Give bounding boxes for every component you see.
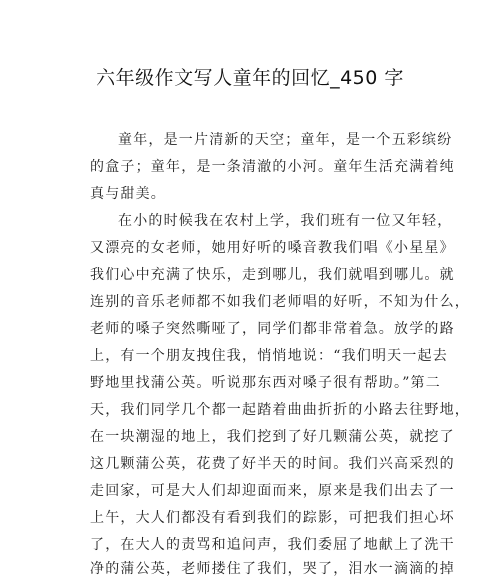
text-line: 老师的嗓子突然嘶哑了，同学们都非常着急。放学的路 xyxy=(90,321,455,337)
text-line: 我们心中充满了快乐，走到哪儿，我们就唱到哪儿。就 xyxy=(90,267,455,283)
document-title: 六年级作文写人童年的回忆_450 字 xyxy=(96,67,404,89)
text-line: 上，有一个朋友拽住我，悄悄地说：“我们明天一起去 xyxy=(90,348,448,364)
text-line: 在一块潮湿的地上，我们挖到了好几颗蒲公英，就挖了 xyxy=(90,429,455,445)
text-line: 走回家，可是大人们却迎面而来，原来是我们出去了一 xyxy=(90,483,455,499)
text-line: 野地里找蒲公英。听说那东西对嗓子很有帮助。”第二 xyxy=(90,375,441,391)
text-line: 天，我们同学几个都一起踏着曲曲折折的小路去往野地， xyxy=(90,402,470,418)
text-line: 净的蒲公英，老师搂住了我们，哭了，泪水一滴滴的掉 xyxy=(90,561,455,577)
text-line: 童年，是一片清新的天空；童年，是一个五彩缤纷 xyxy=(118,132,453,148)
text-line: 真与甜美。 xyxy=(90,186,166,202)
text-line: 连别的音乐老师都不如我们老师唱的好听，不知为什么， xyxy=(90,294,470,310)
text-line: 这几颗蒲公英，花费了好半天的时间。我们兴高采烈的 xyxy=(90,456,455,472)
text-line: 上午，大人们都没有看到我们的踪影，可把我们担心坏 xyxy=(90,510,455,526)
text-line: 在小的时候我在农村上学，我们班有一位又年轻， xyxy=(118,213,453,229)
text-line: 的盒子；童年，是一条清澈的小河。童年生活充满着纯 xyxy=(90,159,455,175)
text-line: 了，在大人的责骂和追问声，我们委屈了地献上了洗干 xyxy=(90,537,455,553)
text-line: 又漂亮的女老师，她用好听的嗓音教我们唱《小星星》 xyxy=(90,240,455,256)
